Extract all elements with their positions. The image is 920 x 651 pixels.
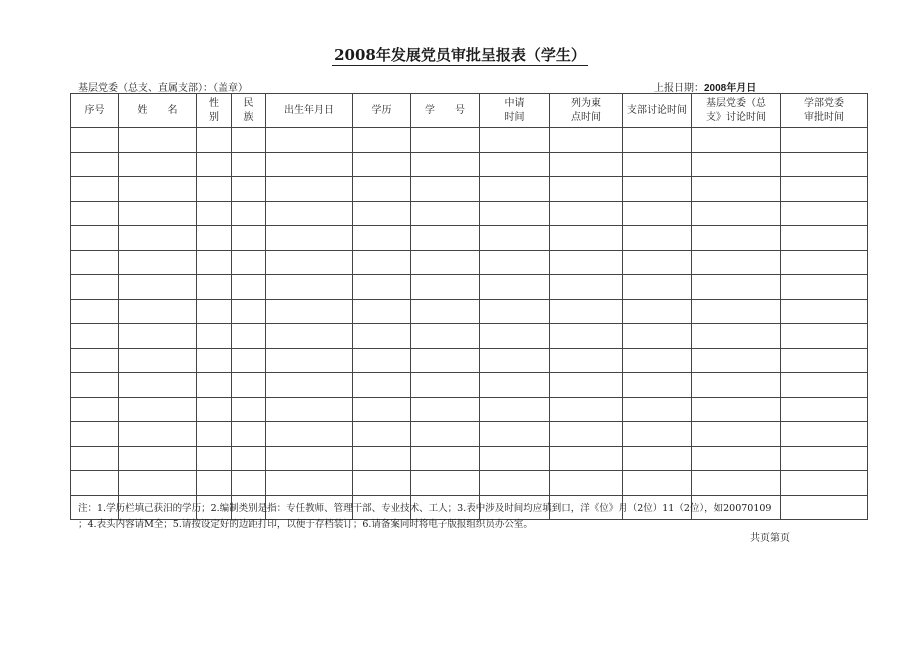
table-cell [623, 422, 692, 447]
table-cell [119, 226, 197, 251]
table-cell [119, 128, 197, 153]
table-cell [119, 177, 197, 202]
table-cell [781, 152, 868, 177]
report-date [654, 79, 756, 94]
table-cell [411, 324, 480, 349]
table-cell [71, 348, 119, 373]
table-cell [71, 373, 119, 398]
table-cell [71, 422, 119, 447]
table-cell [411, 471, 480, 496]
table-cell [266, 373, 353, 398]
column-header [550, 94, 623, 128]
column-header [71, 94, 119, 128]
column-header-line-1: 中请 [504, 97, 525, 109]
table-cell [480, 250, 550, 275]
table-cell [197, 250, 232, 275]
table-row [71, 446, 868, 471]
column-header-line-1: 民 [243, 97, 254, 109]
table-cell [550, 250, 623, 275]
table-cell [353, 373, 411, 398]
table-cell [266, 446, 353, 471]
table-cell [623, 128, 692, 153]
column-header [232, 94, 266, 128]
table-row [71, 128, 868, 153]
table-cell [692, 299, 781, 324]
table-cell [197, 275, 232, 300]
table-cell [266, 348, 353, 373]
table-cell [781, 299, 868, 324]
table-cell [119, 324, 197, 349]
table-cell [197, 422, 232, 447]
table-cell [197, 373, 232, 398]
table-cell [232, 226, 266, 251]
table-cell [692, 348, 781, 373]
table-cell [692, 250, 781, 275]
table-cell [550, 226, 623, 251]
column-header [197, 94, 232, 128]
column-header [353, 94, 411, 128]
table-cell [411, 152, 480, 177]
table-cell [781, 250, 868, 275]
table-row [71, 373, 868, 398]
table-row [71, 348, 868, 373]
table-cell [411, 299, 480, 324]
table-cell [781, 275, 868, 300]
table-row [71, 177, 868, 202]
table-row [71, 201, 868, 226]
table-cell [550, 275, 623, 300]
table-cell [480, 177, 550, 202]
table-cell [353, 446, 411, 471]
table-cell [197, 471, 232, 496]
table-cell [119, 152, 197, 177]
table-cell [119, 422, 197, 447]
table-cell [353, 422, 411, 447]
table-cell [550, 201, 623, 226]
table-cell [781, 177, 868, 202]
table-cell [692, 397, 781, 422]
table-cell [550, 446, 623, 471]
table-cell [781, 422, 868, 447]
table-cell [623, 471, 692, 496]
table-cell [692, 446, 781, 471]
table-cell [71, 471, 119, 496]
column-header-line-1: 序号 [84, 104, 105, 116]
table-cell [623, 446, 692, 471]
table-row [71, 422, 868, 447]
table-cell [71, 299, 119, 324]
report-date-label: 上报日期： [654, 83, 704, 94]
table-row [71, 299, 868, 324]
column-header-line-1: 基层党委（总 [706, 97, 766, 109]
column-header-line-2: 时间 [504, 111, 525, 123]
table-cell [623, 373, 692, 398]
table-cell [71, 324, 119, 349]
table-cell [197, 201, 232, 226]
table-cell [232, 422, 266, 447]
table-cell [353, 275, 411, 300]
table-cell [411, 348, 480, 373]
table-body [71, 128, 868, 520]
table-cell [232, 250, 266, 275]
table-cell [550, 299, 623, 324]
table-cell [266, 226, 353, 251]
table-cell [71, 128, 119, 153]
table-cell [197, 128, 232, 153]
table-cell [353, 226, 411, 251]
table-cell [197, 446, 232, 471]
table-cell [353, 324, 411, 349]
table-cell [119, 275, 197, 300]
table-cell [781, 226, 868, 251]
table-cell [781, 201, 868, 226]
table-cell [353, 201, 411, 226]
table-cell [232, 201, 266, 226]
table-cell [692, 152, 781, 177]
table-cell [550, 324, 623, 349]
table-cell [266, 324, 353, 349]
table-cell [692, 128, 781, 153]
table-cell [197, 177, 232, 202]
table-cell [480, 348, 550, 373]
table-cell [232, 299, 266, 324]
table-cell [266, 152, 353, 177]
table-cell [119, 397, 197, 422]
table-cell [71, 275, 119, 300]
table-cell [266, 128, 353, 153]
table-cell [480, 471, 550, 496]
table-cell [692, 324, 781, 349]
table-cell [197, 226, 232, 251]
table-cell [71, 177, 119, 202]
table-cell [480, 446, 550, 471]
column-header-line-2: 族 [243, 111, 254, 123]
table-cell [353, 471, 411, 496]
table-cell [411, 422, 480, 447]
table-cell [266, 275, 353, 300]
column-header-line-2: 点时间 [571, 111, 601, 123]
table-cell [71, 201, 119, 226]
table-row [71, 275, 868, 300]
table-cell [232, 446, 266, 471]
table-cell [623, 275, 692, 300]
table-cell [550, 128, 623, 153]
table-cell [781, 446, 868, 471]
table-cell [353, 177, 411, 202]
table-cell [119, 250, 197, 275]
table-cell [197, 324, 232, 349]
table-row [71, 250, 868, 275]
table-cell [411, 275, 480, 300]
table-cell [71, 226, 119, 251]
table-cell [623, 250, 692, 275]
table-cell [232, 177, 266, 202]
table-cell [480, 324, 550, 349]
table-cell [411, 397, 480, 422]
table-cell [480, 373, 550, 398]
table-cell [232, 324, 266, 349]
column-header-line-2: 审批时间 [804, 111, 844, 123]
table-cell [266, 397, 353, 422]
table-cell [411, 177, 480, 202]
table-cell [232, 348, 266, 373]
table-cell [197, 348, 232, 373]
table-cell [353, 152, 411, 177]
table-cell [232, 471, 266, 496]
column-header-line-1: 性 [209, 97, 219, 109]
table-cell [692, 471, 781, 496]
table-cell [353, 299, 411, 324]
table-cell [353, 128, 411, 153]
table-cell [71, 152, 119, 177]
table-cell [480, 201, 550, 226]
table-cell [411, 226, 480, 251]
column-header-line-2: 支》讨论时间 [706, 111, 766, 123]
table-cell [781, 348, 868, 373]
table-cell [480, 226, 550, 251]
table-cell [353, 397, 411, 422]
form-title: 2008年发展党员审批呈报表（学生） [334, 46, 586, 64]
table-row [71, 397, 868, 422]
table-cell [692, 201, 781, 226]
table-cell [353, 250, 411, 275]
table-cell [781, 373, 868, 398]
party-committee-stamp-label: 基层党委（总支、直属支部）：（盖章） [78, 83, 248, 94]
table-cell [119, 373, 197, 398]
table-cell [266, 250, 353, 275]
column-header [623, 94, 692, 128]
page-counter: 共页第页 [750, 533, 790, 544]
table-cell [550, 348, 623, 373]
approval-form-table [70, 93, 868, 520]
column-header-line-1: 学历 [371, 104, 392, 116]
column-header [411, 94, 480, 128]
table-cell [411, 201, 480, 226]
column-header [480, 94, 550, 128]
table-cell [266, 201, 353, 226]
table-cell [71, 397, 119, 422]
table-cell [480, 422, 550, 447]
table-cell [623, 201, 692, 226]
table-cell [623, 152, 692, 177]
table-cell [71, 446, 119, 471]
table-cell [232, 397, 266, 422]
table-cell [411, 446, 480, 471]
table-cell [550, 152, 623, 177]
column-header-line-1: 列为東 [571, 97, 601, 109]
table-cell [119, 471, 197, 496]
table-cell [550, 422, 623, 447]
table-cell [623, 324, 692, 349]
table-cell [692, 275, 781, 300]
column-header [781, 94, 868, 128]
table-cell [119, 299, 197, 324]
table-cell [480, 128, 550, 153]
table-cell [232, 152, 266, 177]
table-cell [411, 128, 480, 153]
table-header-row [71, 94, 868, 128]
table-cell [232, 275, 266, 300]
column-header [119, 94, 197, 128]
table-cell [197, 299, 232, 324]
table-cell [119, 348, 197, 373]
column-header-line-1: 学 号 [425, 104, 465, 116]
table-row [71, 324, 868, 349]
column-header [692, 94, 781, 128]
table-cell [623, 177, 692, 202]
table-cell [119, 446, 197, 471]
table-cell [550, 373, 623, 398]
table-cell [781, 397, 868, 422]
table-cell [692, 226, 781, 251]
table-cell [266, 299, 353, 324]
table-cell [71, 250, 119, 275]
table-cell [197, 397, 232, 422]
table-cell [692, 373, 781, 398]
table-cell [692, 177, 781, 202]
table-cell [550, 177, 623, 202]
table-cell [266, 471, 353, 496]
table-cell [197, 152, 232, 177]
column-header-line-2: 支部讨论时间 [627, 104, 687, 116]
table-row [71, 152, 868, 177]
column-header-line-2: 别 [209, 111, 219, 123]
table-cell [266, 422, 353, 447]
note-line-2: ；4.表头内容请M全；5.请按设定好的边距打印，以便于存档装订；6.请备案同时将电子版报组织员办公室。 [78, 519, 533, 530]
table-cell [781, 128, 868, 153]
table-cell [232, 128, 266, 153]
table-cell [411, 250, 480, 275]
note-line-1: 注：1.学历栏填己获汨的学历；2.编制类别是指：专任教师、管理干部、专业技术、工人；3.表中涉及时间均应填到口，洋《位》月（2位）11（2位），如20070109 [78, 503, 772, 514]
table-row [71, 226, 868, 251]
table-cell [119, 201, 197, 226]
table-cell [623, 397, 692, 422]
table-cell [781, 495, 868, 520]
report-date-value: 2008年月日 [704, 83, 757, 94]
table-cell [781, 471, 868, 496]
table-cell [411, 373, 480, 398]
table-cell [353, 348, 411, 373]
table-cell [550, 471, 623, 496]
table-cell [623, 348, 692, 373]
table-cell [480, 152, 550, 177]
table-cell [623, 299, 692, 324]
table-cell [480, 397, 550, 422]
column-header-line-1: 学部党委 [804, 97, 844, 109]
table-cell [623, 226, 692, 251]
table-cell [781, 324, 868, 349]
column-header-line-1: 姓 名 [137, 104, 178, 116]
table-cell [266, 177, 353, 202]
table-cell [692, 422, 781, 447]
table-cell [232, 373, 266, 398]
table-cell [480, 275, 550, 300]
column-header-line-1: 出生年月日 [284, 104, 334, 116]
table-row [71, 471, 868, 496]
table-cell [480, 299, 550, 324]
column-header [266, 94, 353, 128]
table-cell [550, 397, 623, 422]
